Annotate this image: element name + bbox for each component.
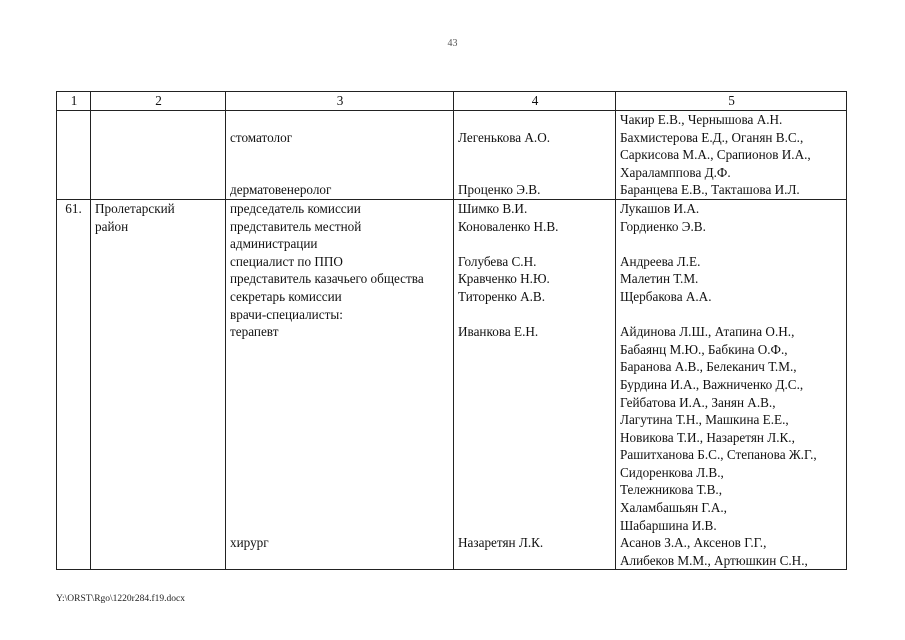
cell-line — [230, 358, 450, 376]
cell-line: терапевт — [230, 324, 279, 340]
footer-file-path: Y:\ORST\Rgo\1220r284.f19.docx — [56, 594, 185, 604]
cell-line — [458, 235, 612, 253]
cell-line — [458, 111, 612, 129]
cell-line: Иванкова Е.Н. — [458, 324, 539, 340]
cell-line: представитель местной — [230, 218, 362, 234]
cell-line — [230, 411, 450, 429]
header-row — [57, 92, 847, 111]
cell-line — [458, 341, 612, 359]
cell-line: хирург — [230, 535, 269, 551]
cell-line: Пролетарский — [95, 200, 175, 216]
commission-table-container — [56, 91, 846, 570]
cell-line: Тележникова Т.В., — [620, 482, 723, 498]
header-col-3: 3 — [226, 92, 454, 111]
cell-line — [458, 446, 612, 464]
cell-line: стоматолог — [230, 129, 293, 145]
persons-cell — [454, 199, 616, 569]
cell-line: Асанов З.А., Аксенов Г.Г., — [620, 535, 767, 551]
persons-cell — [454, 111, 616, 200]
cell-line: Бабаянц М.Ю., Бабкина О.Ф., — [620, 341, 788, 357]
cell-line: Сидоренкова Л.В., — [620, 464, 724, 480]
cell-line — [230, 376, 450, 394]
cell-line — [458, 481, 612, 499]
cell-line: Кравченко Н.Ю. — [458, 271, 550, 287]
cell-line: администрации — [230, 236, 318, 252]
cell-line: Баранцева Е.В., Такташова И.Л. — [620, 182, 800, 198]
cell-line — [458, 517, 612, 535]
cell-line: Новикова Т.И., Назаретян Л.К., — [620, 429, 795, 445]
header-col-1: 1 — [57, 92, 91, 111]
cell-line — [230, 517, 450, 535]
district-cell — [91, 111, 226, 200]
cell-line: Лукашов И.А. — [620, 200, 700, 216]
cell-line: председатель комиссии — [230, 200, 361, 216]
cell-line: Андреева Л.Е. — [620, 253, 701, 269]
cell-line — [230, 146, 450, 164]
roles-cell — [226, 111, 454, 200]
cell-line — [458, 376, 612, 394]
cell-line — [620, 235, 843, 253]
cell-line — [230, 499, 450, 517]
cell-line: район — [95, 218, 129, 234]
cell-line: Щербакова А.А. — [620, 288, 712, 304]
commission-table — [56, 91, 847, 570]
cell-line — [458, 464, 612, 482]
cell-line: Саркисова М.А., Срапионов И.А., — [620, 147, 811, 163]
cell-line: Гордиенко Э.В. — [620, 218, 706, 234]
cell-line — [458, 499, 612, 517]
members-cell — [616, 199, 847, 569]
cell-line — [620, 306, 843, 324]
row-number-cell — [57, 199, 91, 569]
cell-line: Баранова А.В., Белеканич Т.М., — [620, 359, 797, 375]
cell-line: Шабаршина И.В. — [620, 517, 717, 533]
cell-line: 61. — [65, 200, 82, 216]
cell-line: Гейбатова И.А., Занян А.В., — [620, 394, 776, 410]
cell-line: Титоренко А.В. — [458, 288, 546, 304]
cell-line — [458, 429, 612, 447]
district-cell — [91, 199, 226, 569]
header-col-4: 4 — [454, 92, 616, 111]
cell-line — [230, 481, 450, 499]
cell-line: секретарь комиссии — [230, 288, 342, 304]
cell-line — [230, 394, 450, 412]
members-cell — [616, 111, 847, 200]
cell-line — [458, 164, 612, 182]
roles-cell — [226, 199, 454, 569]
table-row-continuation — [57, 111, 847, 200]
cell-line: врачи-специалисты: — [230, 306, 343, 322]
cell-line: Чакир Е.В., Чернышова А.Н. — [620, 112, 783, 127]
cell-line: специалист по ППО — [230, 253, 343, 269]
cell-line: Лагутина Т.Н., Машкина Е.Е., — [620, 412, 789, 428]
cell-line: дерматовенеролог — [230, 182, 332, 198]
cell-line: Рашитханова Б.С., Степанова Ж.Г., — [620, 447, 817, 463]
cell-line — [458, 146, 612, 164]
cell-line — [458, 394, 612, 412]
cell-line: Шимко В.И. — [458, 200, 528, 216]
cell-line: Бурдина И.А., Важниченко Д.С., — [620, 376, 804, 392]
cell-line: Халамбашьян Г.А., — [620, 500, 727, 516]
cell-line: Алибеков М.М., Артюшкин С.Н., — [620, 552, 808, 568]
cell-line: Голубева С.Н. — [458, 253, 537, 269]
cell-line — [230, 429, 450, 447]
page-number: 43 — [447, 38, 458, 49]
cell-line: представитель казачьего общества — [230, 271, 424, 287]
cell-line — [458, 411, 612, 429]
cell-line: Хараламппова Д.Ф. — [620, 164, 731, 180]
cell-line — [230, 164, 450, 182]
cell-line — [458, 306, 612, 324]
cell-line: Бахмистерова Е.Д., Оганян В.С., — [620, 129, 804, 145]
header-col-2: 2 — [91, 92, 226, 111]
cell-line: Назаретян Л.К. — [458, 535, 544, 551]
table-row-61 — [57, 199, 847, 569]
cell-line: Легенькова А.О. — [458, 129, 551, 145]
cell-line — [458, 358, 612, 376]
cell-line: Айдинова Л.Ш., Атапина О.Н., — [620, 324, 795, 340]
header-col-5: 5 — [616, 92, 847, 111]
cell-line — [230, 341, 450, 359]
cell-line — [230, 111, 450, 129]
cell-line: Проценко Э.В. — [458, 182, 541, 198]
row-number-cell — [57, 111, 91, 200]
cell-line: Малетин Т.М. — [620, 271, 699, 287]
cell-line — [230, 446, 450, 464]
cell-line — [230, 464, 450, 482]
cell-line: Коноваленко Н.В. — [458, 218, 559, 234]
